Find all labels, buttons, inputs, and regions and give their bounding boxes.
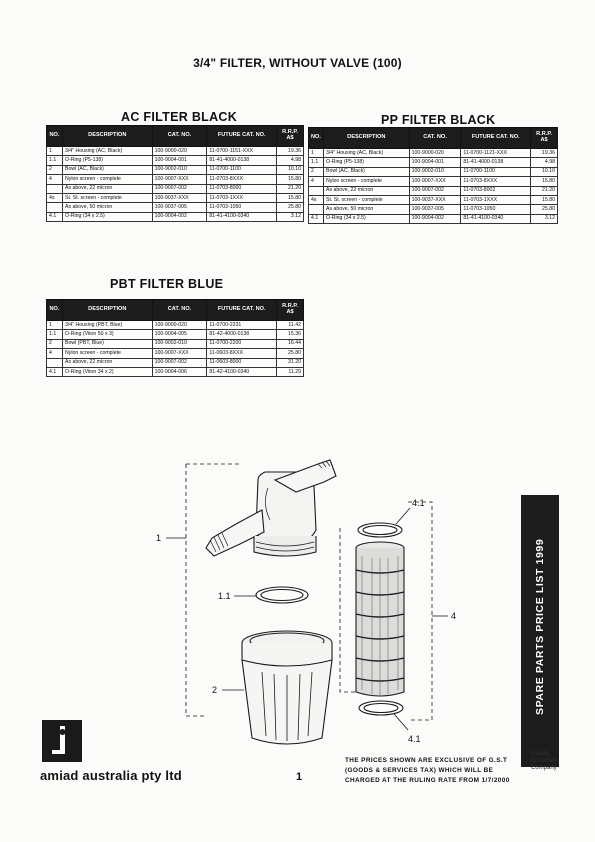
cell-future-cat-no: 11-0703-8XXX [207,175,277,184]
cell-no [47,358,63,367]
cell-rrp: 31.20 [277,358,304,367]
cell-no [47,203,63,212]
cell-no: 1.1 [47,156,63,165]
cell-future-cat-no: 11-0703-8000 [207,184,277,193]
cell-description: St. St. screen - complete [323,195,409,204]
table-row [309,149,558,158]
cell-no: 1 [309,149,324,158]
cell-future-cat-no: 11-0703-8002 [461,186,531,195]
cell-description: As above, 22 micron [62,358,152,367]
housing-part [206,460,336,556]
column-header-future-cat-no: FUTURE CAT. NO. [461,128,531,149]
table-row [47,165,304,174]
cell-future-cat-no: 11-0603-8000 [207,358,277,367]
table-row [47,175,304,184]
exploded-parts-diagram [0,420,520,760]
page-title: 3/4" FILTER, WITHOUT VALVE (100) [193,56,402,70]
cell-rrp: 25.80 [531,205,558,214]
cell-no: 2 [309,167,324,176]
cell-no: 4.1 [309,214,324,223]
cell-rrp: 15.80 [277,193,304,202]
cell-description: Bowl (AC, Black) [323,167,409,176]
cell-rrp: 15.80 [531,195,558,204]
housing-guide-line [186,464,205,716]
spare-parts-banner [521,495,559,767]
cell-description: Nylon screen - complete [62,175,152,184]
cell-cat-no: 100-9000-020 [152,147,207,156]
column-header-rrp: R.R.P. A$ [277,300,304,321]
cell-description: O-Ring (Viton 34 x 2) [62,367,152,376]
cell-future-cat-no: 11-0603-8XXX [207,349,277,358]
column-header-no: NO. [47,300,63,321]
cell-description: O-Ring (P5-138) [62,156,152,165]
pp-filter-heading: PP FILTER BLACK [381,113,496,127]
callout-4-1-top: 4.1 [412,498,425,508]
cell-description: O-Ring (34 x 2.5) [323,214,409,223]
screen-part [356,542,404,696]
cell-cat-no: 100-9037-005 [152,203,207,212]
cell-description: Nylon screen - complete [62,349,152,358]
cell-cat-no: 100-9007-XXX [152,175,207,184]
cell-description: Bowl (AC, Black) [62,165,152,174]
banner-text: SPARE PARTS PRICE LIST 1999 [534,538,546,715]
ac-filter-heading: AC FILTER BLACK [121,110,238,124]
cell-description: 3/4" Housing (PBT, Blue) [62,321,152,330]
table-row [309,195,558,204]
table-row [47,349,304,358]
cell-cat-no: 100-9007-002 [409,186,461,195]
table-row [309,186,558,195]
quality-label: Quality Endorsed Company [531,751,557,772]
cell-future-cat-no: 11-0700-1121-XXX [461,149,531,158]
table-row [309,205,558,214]
column-header-future-cat-no: FUTURE CAT. NO. [207,300,277,321]
callout-1-1: 1.1 [218,591,231,601]
cell-rrp: 4.98 [531,158,558,167]
cell-no: 4.1 [47,367,63,376]
column-header-cat-no: CAT. NO. [152,300,207,321]
callout-2: 2 [212,685,218,695]
cell-rrp: 3.12 [277,212,304,221]
cell-no: 1.1 [309,158,324,167]
cell-future-cat-no: 81-42-4100-0340 [207,367,277,376]
cell-rrp: 15.36 [277,330,304,339]
cell-cat-no: 100-9002-010 [152,165,207,174]
cell-no: 1 [47,321,63,330]
cell-future-cat-no: 11-0700-2200 [207,339,277,348]
table-row [47,358,304,367]
cell-description: Nylon screen - complete [323,177,409,186]
cell-future-cat-no: 11-0700-2231 [207,321,277,330]
column-header-rrp: R.R.P. A$ [277,126,304,147]
pp-filter-table [308,127,558,224]
table-row [309,177,558,186]
cell-future-cat-no: 11-0703-1XXX [207,193,277,202]
cell-cat-no: 100-9037-XXX [409,195,461,204]
cell-no: 4 [309,177,324,186]
cell-rrp: 25.80 [277,203,304,212]
cell-no [47,184,63,193]
cell-future-cat-no: 11-0703-1050 [461,205,531,214]
cell-description: Bowl (PBT, Blue) [62,339,152,348]
cell-rrp: 10.10 [277,165,304,174]
callout-4: 4 [451,611,457,621]
ac-filter-table [46,125,304,222]
column-header-no: NO. [47,126,63,147]
cell-rrp: 19.36 [531,149,558,158]
cell-description: 3/4" Housing (AC, Black) [323,149,409,158]
cell-cat-no: 100-9004-001 [152,156,207,165]
cell-no: 4 [47,349,63,358]
table-row [47,321,304,330]
column-header-cat-no: CAT. NO. [152,126,207,147]
cell-rrp: 10.10 [531,167,558,176]
table-row [47,203,304,212]
callout-4-1-bottom: 4.1 [408,734,421,744]
cell-cat-no: 100-9007-XXX [409,177,461,186]
screen-guide-line [340,528,355,692]
table-row [47,156,304,165]
cell-no: 4 [47,175,63,184]
cell-future-cat-no: 11-0703-1XXX [461,195,531,204]
cell-cat-no: 100-9004-006 [152,367,207,376]
cell-future-cat-no: 11-0700-1100 [461,167,531,176]
cell-cat-no: 100-9007-002 [152,184,207,193]
cell-cat-no: 100-9004-005 [152,330,207,339]
cell-rrp: 21.20 [531,186,558,195]
table-row [309,167,558,176]
cell-description: As above, 22 micron [62,184,152,193]
cell-rrp: 21.20 [277,184,304,193]
table-row [47,193,304,202]
company-name: amiad australia pty ltd [40,768,182,783]
cell-no: 2 [47,165,63,174]
cell-cat-no: 100-9004-002 [409,214,461,223]
cell-future-cat-no: 81-41-4100-0340 [461,214,531,223]
cell-rrp: 15.80 [277,175,304,184]
column-header-cat-no: CAT. NO. [409,128,461,149]
cell-description: St. St. screen - complete [62,193,152,202]
cell-rrp: 11.29 [277,367,304,376]
gst-note: THE PRICES SHOWN ARE EXCLUSIVE OF G.S.T (GOODS & SERVICES TAX) WHICH WILL BE CHARGED AT THE RULING RATE FROM 1/7/2000 [345,757,510,784]
cell-description: O-Ring (P5-138) [323,158,409,167]
cell-future-cat-no: 11-0700-1100 [207,165,277,174]
cell-future-cat-no: 11-0700-1151-XXX [207,147,277,156]
table-row [47,147,304,156]
cell-rrp: 3.12 [531,214,558,223]
cell-description: As above, 22 micron [323,186,409,195]
amiad-logo [40,718,84,764]
cell-no: 2 [47,339,63,348]
cell-no: 1.1 [47,330,63,339]
cell-cat-no: 100-9037-005 [409,205,461,214]
cell-no [309,186,324,195]
cell-cat-no: 100-9007-XXX [152,349,207,358]
pbt-filter-table [46,299,304,377]
cell-no [309,205,324,214]
callout-1: 1 [156,533,162,543]
column-header-future-cat-no: FUTURE CAT. NO. [207,126,277,147]
table-row [47,339,304,348]
bowl-part [242,631,332,744]
cell-future-cat-no: 11-0703-1050 [207,203,277,212]
column-header-rrp: R.R.P. A$ [531,128,558,149]
cell-cat-no: 100-9002-010 [409,167,461,176]
table-row [309,214,558,223]
cell-no: 4.1 [47,212,63,221]
cell-future-cat-no: 81-42-4000-0138 [207,330,277,339]
cell-cat-no: 100-9004-002 [152,212,207,221]
cell-rrp: 19.36 [277,147,304,156]
cell-rrp: 25.80 [277,349,304,358]
cell-cat-no: 100-9000-020 [409,149,461,158]
table-row [309,158,558,167]
cell-description: As above, 50 micron [323,205,409,214]
column-header-description: DESCRIPTION [62,126,152,147]
column-header-no: NO. [309,128,324,149]
cell-no: 1 [47,147,63,156]
cell-description: O-Ring (Viton 50 x 3) [62,330,152,339]
table-row [47,184,304,193]
cell-future-cat-no: 81-41-4000-0138 [207,156,277,165]
column-header-description: DESCRIPTION [62,300,152,321]
cell-future-cat-no: 81-41-4100-0340 [207,212,277,221]
cell-future-cat-no: 11-0703-8XXX [461,177,531,186]
cell-cat-no: 100-9007-002 [152,358,207,367]
cell-cat-no: 100-9000-020 [152,321,207,330]
cell-rrp: 4.98 [277,156,304,165]
page-number: 1 [296,771,303,783]
cell-description: O-Ring (34 x 2.5) [62,212,152,221]
cell-cat-no: 100-9004-001 [409,158,461,167]
table-row [47,212,304,221]
cell-rrp: 15.80 [531,177,558,186]
table-row [47,367,304,376]
cell-description: As above, 50 micron [62,203,152,212]
cell-no: 4s [47,193,63,202]
cell-rrp: 11.42 [277,321,304,330]
pbt-filter-heading: PBT FILTER BLUE [110,277,224,291]
cell-cat-no: 100-9037-XXX [152,193,207,202]
table-row [47,330,304,339]
cell-description: 3/4" Housing (AC, Black) [62,147,152,156]
column-header-description: DESCRIPTION [323,128,409,149]
cell-cat-no: 100-9002-010 [152,339,207,348]
cell-future-cat-no: 81-41-4000-0138 [461,158,531,167]
cell-no: 4s [309,195,324,204]
cell-rrp: 16.44 [277,339,304,348]
